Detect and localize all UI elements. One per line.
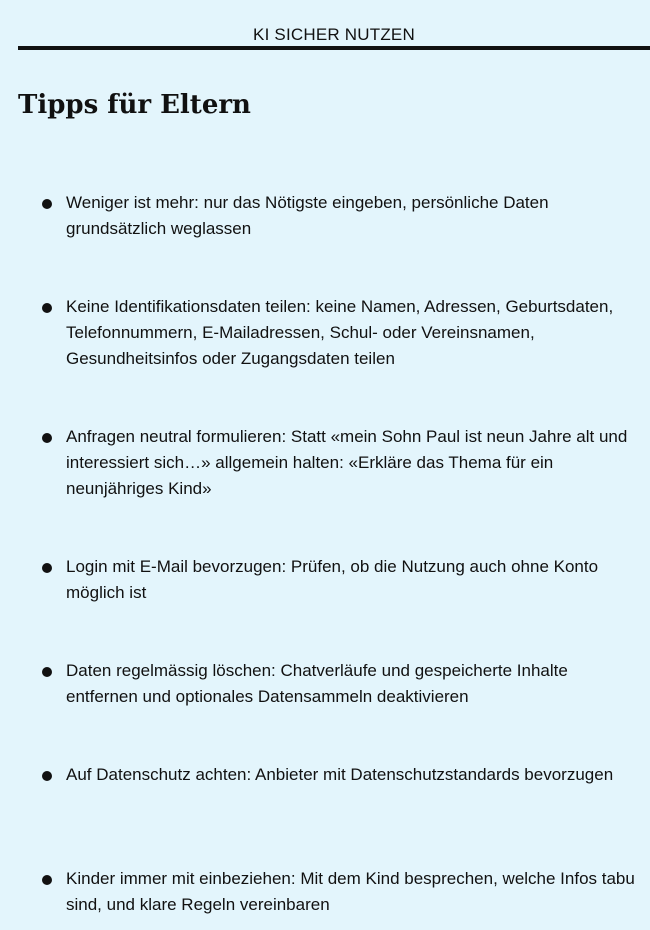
page-title: Tipps für Eltern (18, 90, 251, 120)
tip-text: Daten regelmässig löschen: Chatverläufe und gespeicherte Inhalte entfernen und optionales Datensammeln deaktivieren (66, 661, 568, 706)
bullet-icon (42, 433, 52, 443)
tip-text: Anfragen neutral formulieren: Statt «mein Sohn Paul ist neun Jahre alt und interessiert sich…» allgemein halten: «Erkläre das Thema für ein neunjähriges Kind» (66, 427, 628, 498)
tip-text: Login mit E-Mail bevorzugen: Prüfen, ob die Nutzung auch ohne Konto möglich ist (66, 557, 599, 602)
bullet-icon (42, 875, 52, 885)
tip-text: Kinder immer mit einbeziehen: Mit dem Kind besprechen, welche Infos tabu sind, und klare Regeln vereinbaren (66, 869, 635, 914)
bullet-icon (42, 563, 52, 573)
bullet-icon (42, 667, 52, 677)
bullet-icon (42, 771, 52, 781)
tip-text: Weniger ist mehr: nur das Nötigste eingeben, persönliche Daten grundsätzlich weglassen (66, 193, 549, 238)
bullet-icon (42, 303, 52, 313)
tip-text: Keine Identifikationsdaten teilen: keine Namen, Adressen, Geburtsdaten, Telefonnummern, E-Mailadressen, Schul- oder Vereinsnamen, Gesundheitsinfos oder Zugangsdaten teilen (66, 297, 614, 368)
header-divider (18, 46, 650, 50)
bullet-icon (42, 199, 52, 209)
section-kicker: KI SICHER NUTZEN (253, 25, 415, 44)
tip-text: Auf Datenschutz achten: Anbieter mit Datenschutzstandards bevorzugen (66, 765, 614, 784)
